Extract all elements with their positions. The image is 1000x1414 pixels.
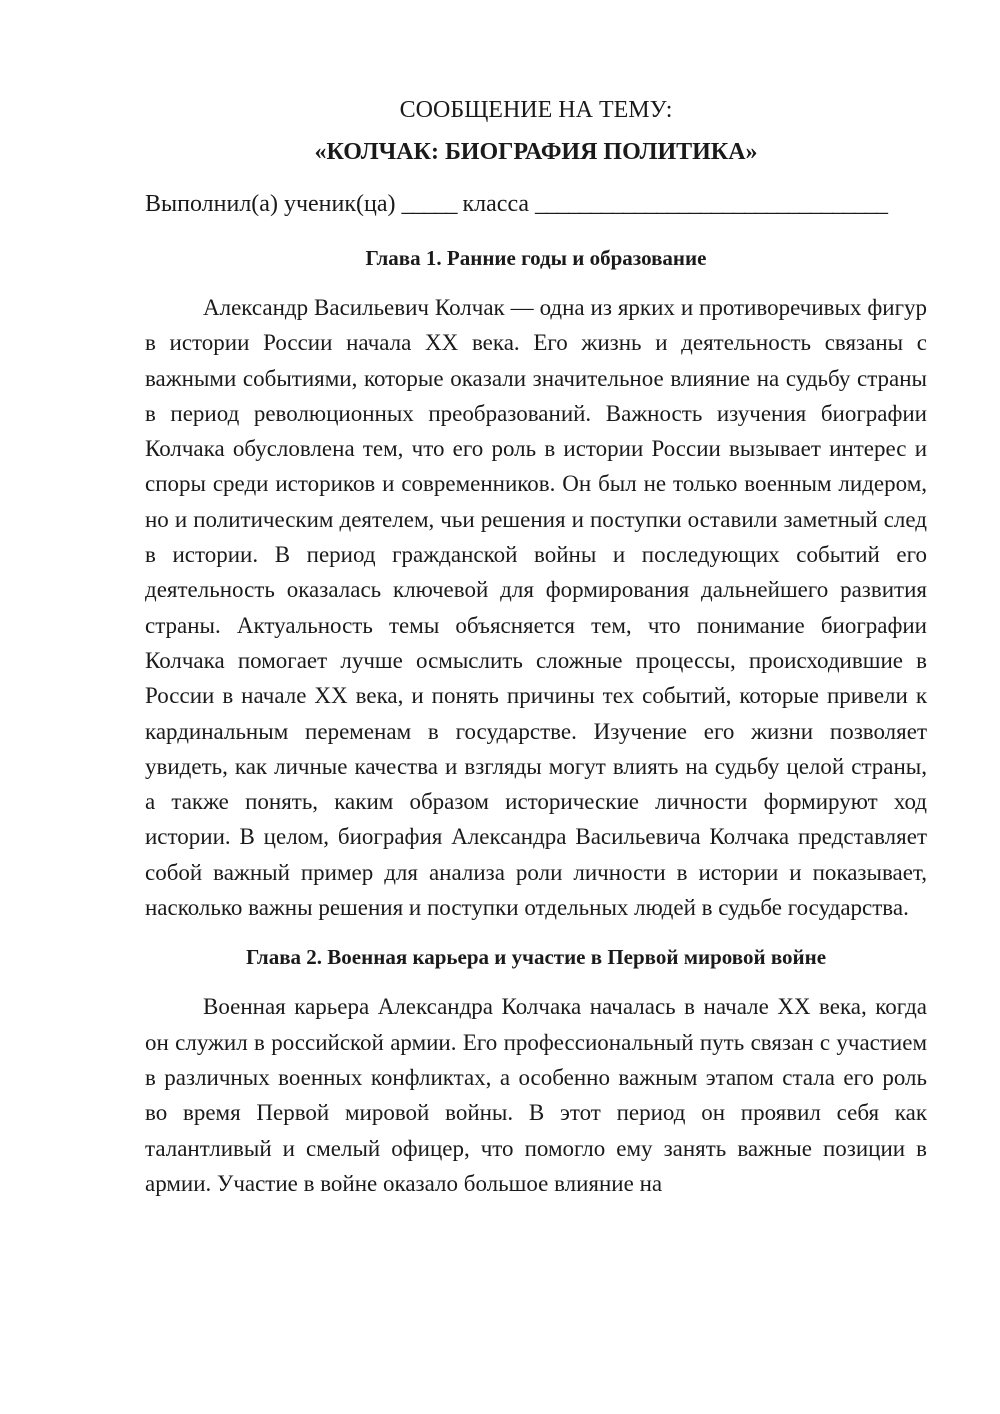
chapter-2-title: Глава 2. Военная карьера и участие в Первой мировой войне <box>245 945 827 970</box>
author-prefix: Выполнил(а) ученик(ца) <box>145 191 396 217</box>
chapter-1-paragraph: Александр Васильевич Колчак — одна из ярких и противоречивых фигур в истории России начала XX века. Его жизнь и деятельность связаны с важными событиями, которые оказали значительное влияние на судьбу страны в период революционных преобразований. Важность изучения биографии Колчака обусловлена тем, что его роль в истории России вызывает интерес и споры среди историков и современников. Он был не только военным лидером, но и политическим деятелем, чьи решения и поступки оставили заметный след в истории. В период гражданской войны и последующих событий его деятельность оказалась ключевой для формирования дальнейшего развития страны. Актуальность темы объясняется тем, что понимание биографии Колчака помогает лучше осмыслить сложные процессы, происходившие в России в начале XX века, и понять причины тех событий, которые привели к кардинальным переменам в государстве. Изучение его жизни позволяет увидеть, как личные качества и взгляды могут влиять на судьбу целой страны, а также понять, каким образом исторические личности формируют ход истории. В целом, биография Александра Васильевича Колчака представляет собой важный пример для анализа роли личности в истории и показывает, насколько важны решения и поступки отдельных людей в судьбе государства. <box>145 295 927 921</box>
document-title: «КОЛЧАК: БИОГРАФИЯ ПОЛИТИКА» <box>314 139 758 165</box>
author-line <box>145 186 927 222</box>
author-blank-long: ________________________________ <box>535 191 888 217</box>
document-page <box>145 92 927 1201</box>
chapter-2-paragraph: Военная карьера Александра Колчака началась в начале XX века, когда он служил в российской армии. Его профессиональный путь связан с участием в различных военных конфликтах, а особенно важным этапом стала его роль во время Первой мировой войны. В этот период он проявил себя как талантливый и смелый офицер, что помогло ему занять важные позиции в армии. Участие в войне оказало большое влияние на <box>145 994 927 1196</box>
author-class-label: класса <box>462 191 530 217</box>
document-header-topic: СООБЩЕНИЕ НА ТЕМУ: <box>399 97 673 123</box>
author-blank-short: _____ <box>401 191 457 217</box>
chapter-1-title: Глава 1. Ранние годы и образование <box>365 246 707 270</box>
